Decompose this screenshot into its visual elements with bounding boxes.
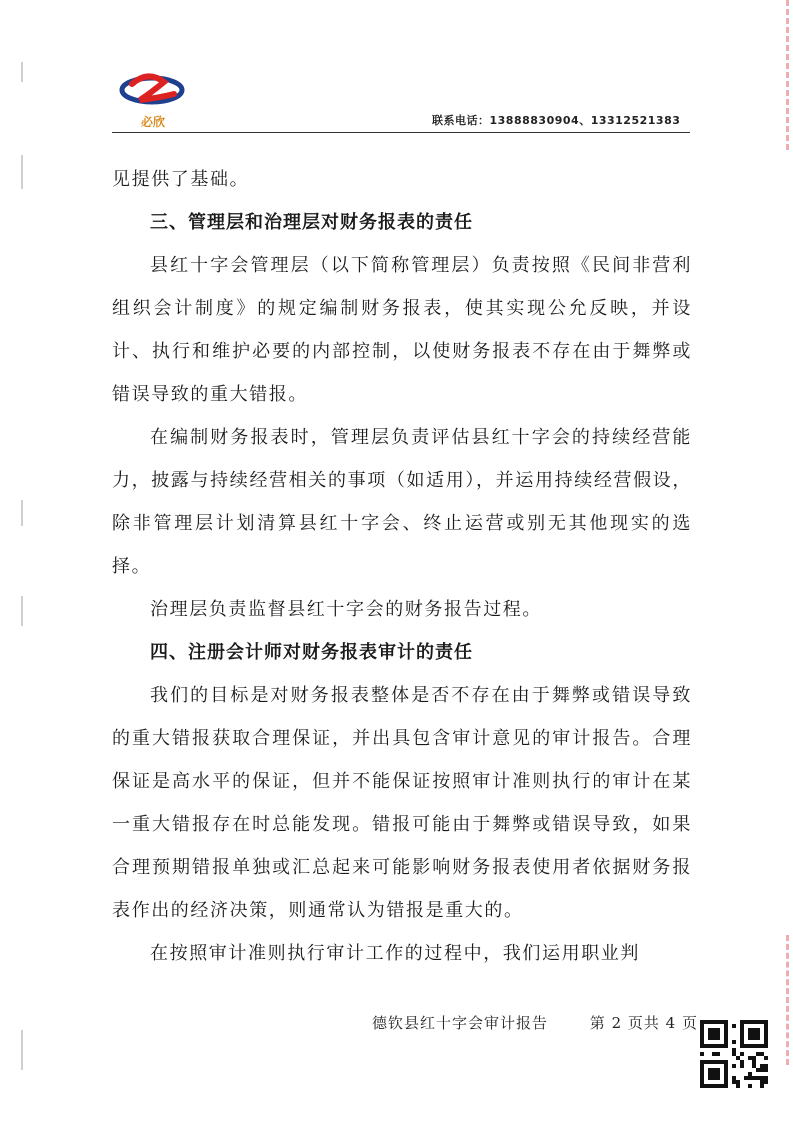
section-heading: 四、注册会计师对财务报表审计的责任	[150, 642, 473, 663]
contact-phone: 联系电话：13888830904、13312521383	[432, 114, 681, 127]
seam-stamp	[764, 0, 789, 150]
logo-text: 必欣	[140, 115, 166, 129]
header-divider	[112, 132, 690, 133]
firm-logo	[118, 64, 188, 130]
binding-mark	[21, 1030, 23, 1070]
binding-mark	[21, 62, 23, 82]
paragraph: 在编制财务报表时，管理层负责评估县红十字会的持续经营能力，披露与持续经营相关的事项（如适用），并运用持续经营假设，除非管理层计划清算县红十字会、终止运营或别无其他现实的选择。	[112, 427, 692, 577]
paragraph: 在按照审计准则执行审计工作的过程中，我们运用职业判	[150, 943, 640, 964]
paragraph: 见提供了基础。	[112, 169, 250, 190]
section-heading: 三、管理层和治理层对财务报表的责任	[150, 212, 473, 233]
paragraph: 我们的目标是对财务报表整体是否不存在由于舞弊或错误导致的重大错报获取合理保证，并出具包含审计意见的审计报告。合理保证是高水平的保证，但并不能保证按照审计准则执行的审计在某一重大错报存在时总能发现。错报可能由于舞弊或错误导致，如果合理预期错报单独或汇总起来可能影响财务报表使用者依据财务报表作出的经济决策，则通常认为错报是重大的。	[112, 685, 692, 921]
qr-code	[700, 1020, 768, 1088]
paragraph: 县红十字会管理层（以下简称管理层）负责按照《民间非营利组织会计制度》的规定编制财务报表，使其实现公允反映，并设计、执行和维护必要的内部控制，以使财务报表不存在由于舞弊或错误导致的重大错报。	[112, 255, 692, 405]
binding-mark	[21, 155, 23, 189]
page-number: 第 2 页共 4 页	[589, 1014, 698, 1032]
report-name: 德钦县红十字会审计报告	[372, 1014, 549, 1032]
page-footer	[372, 1012, 698, 1033]
document-body	[112, 158, 692, 975]
binding-mark	[21, 596, 23, 626]
paragraph: 治理层负责监督县红十字会的财务报告过程。	[150, 599, 542, 620]
binding-mark	[21, 500, 23, 526]
